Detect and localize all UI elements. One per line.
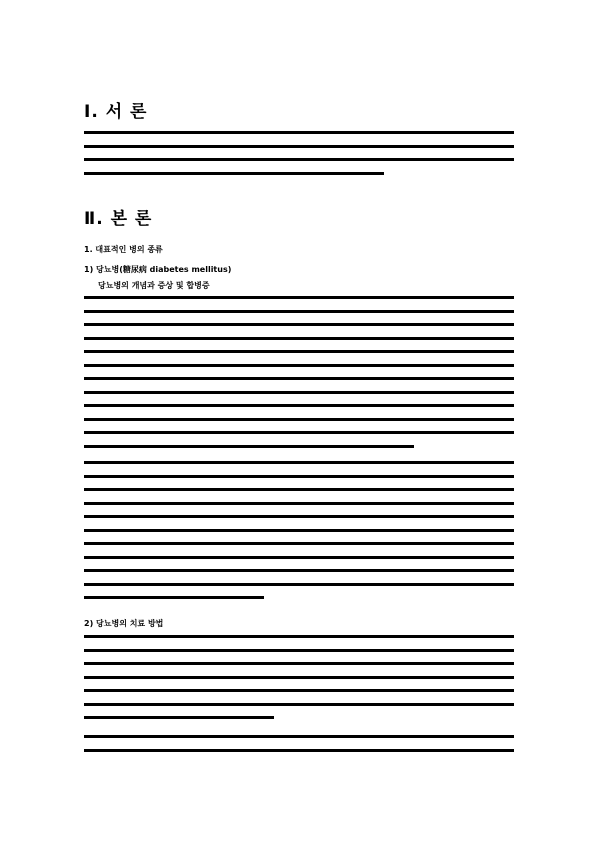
- paragraph-treatment-continued: [84, 735, 514, 762]
- text-line: [84, 529, 514, 532]
- subheading-disease-types: 1. 대표적인 병의 종류: [84, 245, 163, 254]
- text-line: [84, 461, 514, 464]
- text-line: [84, 556, 514, 559]
- text-line: [84, 296, 514, 299]
- text-line: [84, 703, 514, 706]
- text-line: [84, 158, 514, 161]
- text-line: [84, 749, 514, 752]
- text-line: [84, 662, 514, 665]
- text-line: [84, 635, 514, 638]
- text-line: [84, 689, 514, 692]
- text-line: [84, 475, 514, 478]
- text-line: [84, 310, 514, 313]
- text-line: [84, 145, 514, 148]
- text-line: [84, 502, 514, 505]
- text-line: [84, 515, 514, 518]
- paragraph-diabetes-concept: [84, 296, 514, 458]
- text-line: [84, 131, 514, 134]
- text-line: [84, 735, 514, 738]
- text-line: [84, 377, 514, 380]
- text-line: [84, 488, 514, 491]
- text-line: [84, 649, 514, 652]
- text-line: [84, 391, 514, 394]
- paragraph-introduction: [84, 131, 514, 185]
- text-line: [84, 596, 264, 599]
- subheading-diabetes: 1) 당뇨병(糖尿病 diabetes mellitus): [84, 265, 232, 274]
- text-line: [84, 323, 514, 326]
- text-line: [84, 676, 514, 679]
- text-line: [84, 350, 514, 353]
- text-line: [84, 337, 514, 340]
- paragraph-diabetes-complications: [84, 461, 514, 610]
- text-line: [84, 418, 514, 421]
- text-line: [84, 542, 514, 545]
- subheading-diabetes-concept: 당뇨병의 개념과 증상 및 합병증: [98, 281, 210, 290]
- text-line: [84, 445, 414, 448]
- text-line: [84, 583, 514, 586]
- text-line: [84, 404, 514, 407]
- text-line: [84, 569, 514, 572]
- section-heading-introduction: Ⅰ. 서 론: [84, 102, 148, 122]
- text-line: [84, 172, 384, 175]
- text-line: [84, 364, 514, 367]
- text-line: [84, 716, 274, 719]
- section-heading-body: Ⅱ. 본 론: [84, 209, 153, 229]
- paragraph-treatment: [84, 635, 514, 730]
- text-line: [84, 431, 514, 434]
- subheading-treatment: 2) 당뇨병의 치료 방법: [84, 619, 164, 628]
